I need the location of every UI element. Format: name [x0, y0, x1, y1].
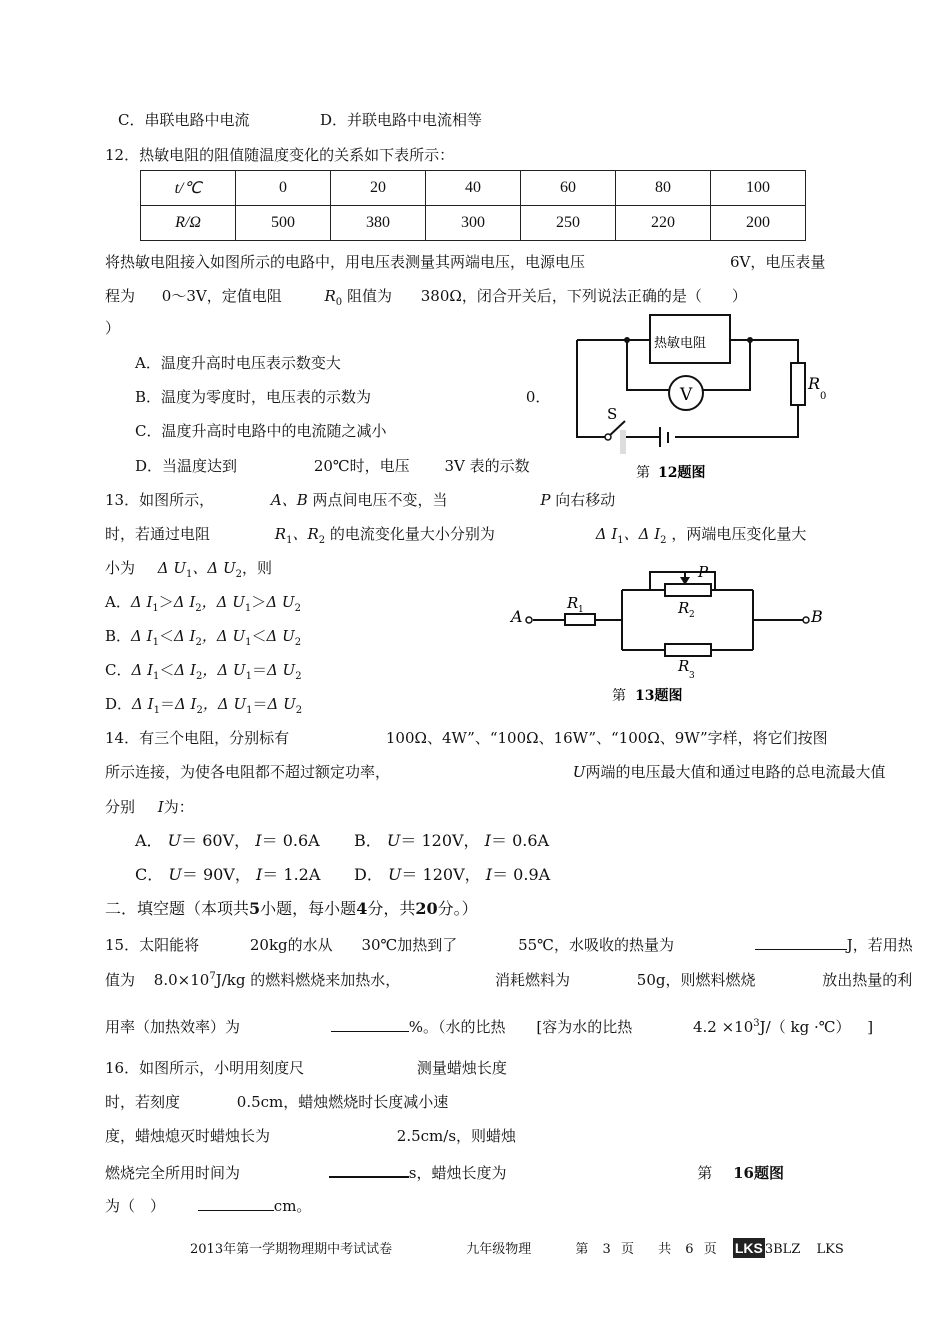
- resistor-label: R: [808, 374, 821, 393]
- text-span: 2: [195, 637, 202, 648]
- text-span: 分。）: [437, 899, 478, 918]
- text-span: D．当温度达到: [135, 457, 238, 475]
- table-cell: 0: [236, 171, 331, 206]
- text-span: Δ U: [266, 627, 295, 645]
- text-span: 90V，: [202, 865, 251, 884]
- text-span: 所示连接，为使各电阻都不超过额定功率，: [105, 763, 391, 781]
- table-cell: 80: [616, 171, 711, 206]
- text-span: 13．如图所示，: [105, 491, 215, 509]
- text-span: R: [324, 287, 336, 305]
- text-span: 分别: [105, 798, 136, 816]
- q14-line2: [105, 762, 885, 782]
- slider-p-label: P: [698, 563, 709, 581]
- text-span: 程为: [105, 287, 136, 305]
- text-span: 20℃时，电压: [313, 457, 410, 475]
- q12-text-line3: ）: [105, 319, 121, 337]
- text-span: 第: [575, 1242, 589, 1257]
- q13-option-b: [105, 626, 301, 653]
- q12-resistance-table: [140, 170, 806, 241]
- text-span: ，则: [242, 559, 273, 577]
- section-heading: [105, 899, 478, 919]
- text-span: 0: [335, 297, 343, 308]
- q13-option-c: [105, 660, 302, 687]
- text-span: 第: [697, 1164, 713, 1182]
- text-span: Δ U: [266, 661, 296, 679]
- q12-option-a: A．温度升高时电压表示数变大: [135, 354, 341, 372]
- table-cell: 220: [616, 206, 711, 241]
- text-span: 2: [660, 535, 667, 546]
- text-span: J/（: [759, 1018, 786, 1036]
- text-span: 两点间电压不变，当: [312, 491, 448, 509]
- table-cell: 200: [711, 206, 806, 241]
- q13-caption-prefix: 第: [612, 688, 626, 704]
- q12-option-b: [135, 387, 550, 407]
- text-span: U: [572, 763, 586, 781]
- text-span: 0～3V，定值电阻: [161, 287, 282, 305]
- text-span: Δ U: [266, 593, 295, 611]
- text-span: 度，蜡烛熄灭时蜡烛长为: [105, 1127, 271, 1145]
- text-span: Δ I: [130, 593, 153, 611]
- text-span: ＝: [490, 831, 507, 850]
- text-span: 小题，每小题: [260, 899, 357, 918]
- text-span: 1: [152, 637, 159, 648]
- text-span: C．: [135, 865, 164, 884]
- q16-line4: [105, 1160, 784, 1183]
- text-span: U: [168, 865, 182, 884]
- q13-option-a: [105, 592, 301, 619]
- q15-answer-blank-2[interactable]: [331, 1015, 409, 1032]
- text-span: U: [386, 831, 401, 850]
- text-span: 0.5cm，蜡烛燃烧时长度减小速: [236, 1093, 449, 1111]
- text-span: I: [255, 865, 263, 884]
- text-span: 5: [249, 899, 261, 918]
- text-span: 120V，: [422, 865, 481, 884]
- text-span: A．: [105, 593, 131, 611]
- text-span: 0．: [525, 388, 551, 406]
- text-span: U: [167, 831, 182, 850]
- text-span: 、Δ I: [623, 525, 661, 543]
- q12-stem: 12．热敏电阻的阻值随温度变化的关系如下表所示：: [105, 146, 455, 164]
- text-span: 4.2 ×10: [692, 1018, 754, 1036]
- text-span: ＜: [251, 627, 267, 645]
- table-row: [141, 171, 806, 206]
- q16-line3: [105, 1126, 516, 1146]
- text-span: 向右移动: [555, 491, 616, 509]
- text-span: cm。: [273, 1197, 312, 1215]
- q13-line1: [105, 490, 615, 510]
- lks-logo: LKS: [734, 1240, 763, 1256]
- text-span: 380Ω，闭合开关后，下列说法正确的是（ ）: [420, 287, 747, 305]
- text-span: 16．如图所示，小明用刻度尺: [105, 1059, 305, 1077]
- text-span: D．: [354, 865, 383, 884]
- q11-option-c: C．串联电路中电流: [118, 111, 250, 129]
- text-span: U: [387, 865, 402, 884]
- text-span: J/kg 的燃料燃烧来加热水，: [215, 971, 401, 989]
- text-span: 20kg的水从: [249, 936, 333, 954]
- text-span: ＜: [159, 661, 175, 679]
- text-span: ，Δ U: [201, 627, 246, 645]
- text-span: 0.9A: [513, 865, 551, 884]
- text-span: 分，共: [367, 899, 416, 918]
- text-span: 小为: [105, 559, 136, 577]
- q12-caption-prefix: 第: [636, 465, 650, 481]
- text-span: 值为: [105, 971, 136, 989]
- text-span: ，Δ U: [202, 695, 247, 713]
- q15-answer-blank-1[interactable]: [755, 933, 847, 950]
- text-span: ，两端电压变化量大: [671, 525, 807, 543]
- text-span: ＝: [251, 661, 267, 679]
- text-span: 3: [753, 1018, 760, 1029]
- text-span: 、R: [292, 525, 319, 543]
- text-span: ＝: [401, 865, 418, 884]
- q15-line2: [105, 967, 912, 990]
- text-span: 14．有三个电阻，分别标有: [105, 729, 290, 747]
- table-cell: t/℃: [141, 171, 236, 206]
- table-row: [141, 206, 806, 241]
- text-span: ＝: [181, 865, 198, 884]
- text-span: 1: [186, 569, 193, 580]
- node-a-label: A: [511, 607, 523, 626]
- text-span: J，若用热: [846, 936, 913, 954]
- r1-subscript: 1: [578, 605, 584, 615]
- q13-caption: 13题图: [635, 688, 683, 704]
- text-span: B．: [105, 627, 132, 645]
- text-span: 1: [153, 705, 160, 716]
- text-span: 1: [286, 535, 293, 546]
- r3-label: R: [678, 657, 690, 675]
- text-span: 50g，则燃料燃烧: [636, 971, 756, 989]
- text-span: LKS: [816, 1242, 844, 1257]
- node-b-label: B: [811, 607, 823, 626]
- text-span: 2: [294, 637, 302, 648]
- text-span: 2: [195, 671, 203, 682]
- text-span: ＝: [262, 865, 279, 884]
- q12-caption: 12题图: [658, 465, 706, 481]
- text-span: 2: [318, 535, 326, 546]
- q13-line3: [105, 558, 272, 585]
- text-span: 用率（加热效率）为: [105, 1018, 241, 1036]
- text-span: 1: [152, 603, 159, 614]
- text-span: Δ I: [131, 627, 153, 645]
- text-span: 消耗燃料为: [495, 971, 571, 989]
- q12-circuit-diagram: [570, 305, 840, 490]
- table-cell: 40: [426, 171, 521, 206]
- text-span: Δ U: [157, 559, 187, 577]
- text-span: 15．太阳能将: [105, 936, 200, 954]
- text-span: Δ I: [173, 593, 196, 611]
- text-span: ＝: [261, 831, 278, 850]
- text-span: 120V，: [421, 831, 480, 850]
- q14-line1: [105, 728, 828, 748]
- text-span: 填空题（本项共: [137, 899, 250, 918]
- text-span: 为（ ）: [105, 1197, 166, 1215]
- table-cell: 380: [331, 206, 426, 241]
- text-span: 页: [703, 1242, 717, 1257]
- text-span: Δ I: [174, 695, 197, 713]
- table-cell: 300: [426, 206, 521, 241]
- text-span: [容为水的比热: [536, 1018, 633, 1036]
- text-span: 为：: [163, 798, 194, 816]
- text-span: %。（水的比热: [408, 1018, 506, 1036]
- q16-line5: [105, 1194, 311, 1216]
- text-span: 测量蜡烛长度: [416, 1059, 507, 1077]
- text-span: B．温度为零度时，电压表的示数为: [135, 388, 372, 406]
- text-span: 30℃加热到了: [361, 936, 458, 954]
- footer-page-total: 6: [685, 1242, 694, 1257]
- text-span: A．: [135, 831, 163, 850]
- text-span: Δ I: [174, 661, 196, 679]
- q13-line2: [105, 524, 806, 551]
- text-span: 0.6A: [282, 831, 320, 850]
- text-span: 1: [153, 671, 160, 682]
- text-span: 燃烧完全所用时间为: [105, 1164, 241, 1182]
- q14-option-c: [135, 865, 320, 885]
- text-span: D．: [105, 695, 133, 713]
- table-cell: 20: [331, 171, 426, 206]
- text-span: 页: [620, 1242, 634, 1257]
- r1-label: R: [567, 594, 579, 612]
- text-span: 20: [415, 899, 438, 918]
- text-span: ＞: [251, 593, 267, 611]
- voltmeter-label: V: [680, 385, 693, 405]
- text-span: 4: [356, 899, 368, 918]
- text-span: ＜: [158, 627, 174, 645]
- text-span: Δ U: [267, 695, 296, 713]
- thermistor-label: 热敏电阻: [654, 336, 707, 351]
- q14-option-b: [354, 831, 549, 851]
- footer-page-number: 3: [602, 1242, 611, 1257]
- text-span: 3BLZ: [764, 1242, 801, 1257]
- text-span: 60V，: [202, 831, 251, 850]
- q12-option-c: C．温度升高时电路中的电流随之减小: [135, 422, 387, 440]
- text-span: ]: [867, 1018, 874, 1036]
- text-span: 7: [209, 971, 216, 982]
- text-span: 2: [295, 671, 302, 682]
- text-span: 1.2A: [283, 865, 321, 884]
- q12-option-d: [135, 456, 530, 476]
- text-span: Δ I: [131, 661, 154, 679]
- text-span: I: [485, 865, 493, 884]
- text-span: Δ I: [173, 627, 196, 645]
- r2-label: R: [678, 599, 690, 617]
- text-span: 2: [295, 705, 303, 716]
- text-span: 阻值为: [346, 287, 392, 305]
- text-span: 二．: [105, 899, 138, 918]
- text-span: 16题图: [733, 1164, 784, 1182]
- resistor-subscript: 0: [820, 391, 827, 402]
- text-span: C．: [105, 661, 132, 679]
- q12-text-line1b: 6V，电压表量: [730, 253, 826, 271]
- q16-line2: [105, 1092, 448, 1112]
- text-span: B．: [354, 831, 382, 850]
- text-span: 放出热量的利: [822, 971, 913, 989]
- text-span: ＝: [400, 831, 417, 850]
- text-span: 100Ω、4W”、“100Ω、16W”、“100Ω、9W”字样，将它们按图: [385, 729, 828, 747]
- text-span: Δ I: [132, 695, 154, 713]
- q14-line3: [105, 797, 194, 817]
- text-span: 时，若刻度: [105, 1093, 181, 1111]
- table-cell: 60: [521, 171, 616, 206]
- r3-subscript: 3: [689, 671, 695, 681]
- text-span: ＞: [158, 593, 174, 611]
- q14-option-a: [135, 831, 320, 851]
- text-span: 0.6A: [512, 831, 550, 850]
- text-span: 55℃，水吸收的热量为: [518, 936, 674, 954]
- text-span: 两端的电压最大值和通过电路的总电流最大值: [585, 763, 886, 781]
- text-span: Δ I: [595, 525, 618, 543]
- r2-subscript: 2: [689, 610, 695, 620]
- text-span: I: [484, 831, 491, 850]
- text-span: R: [274, 525, 287, 543]
- q16-answer-blank-1[interactable]: [329, 1160, 409, 1178]
- text-span: kg ·℃）: [790, 1018, 851, 1036]
- text-span: 8.0×10: [153, 971, 210, 989]
- q13-option-d: [105, 694, 302, 721]
- footer-subject: 九年级物理: [466, 1242, 532, 1257]
- text-span: A、B: [270, 491, 308, 509]
- text-span: 2: [294, 603, 301, 614]
- q13-circuit-diagram: [505, 560, 830, 710]
- text-span: I: [255, 831, 262, 850]
- table-cell: 500: [236, 206, 331, 241]
- switch-label: S: [607, 405, 618, 423]
- text-span: ＝: [252, 695, 268, 713]
- text-span: ＝: [492, 865, 509, 884]
- text-span: ＝: [181, 831, 198, 850]
- text-span: 1: [245, 671, 252, 682]
- text-span: 2.5cm/s，则蜡烛: [396, 1127, 517, 1145]
- text-span: 的电流变化量大小分别为: [329, 525, 495, 543]
- footer-title: 2013年第一学期物理期中考试试卷: [190, 1242, 393, 1257]
- text-span: P: [540, 491, 551, 509]
- text-span: 、Δ U: [192, 559, 236, 577]
- text-span: s，蜡烛长度为: [408, 1164, 507, 1182]
- text-span: 2: [195, 603, 202, 614]
- text-span: 时，若通过电阻: [105, 525, 211, 543]
- q12-text-line1: 将热敏电阻接入如图所示的电路中，用电压表测量其两端电压，电源电压: [105, 253, 586, 271]
- q11-option-d: D．并联电路中电流相等: [320, 111, 483, 129]
- q16-answer-blank-2[interactable]: [198, 1194, 274, 1211]
- table-cell: 250: [521, 206, 616, 241]
- q14-option-d: [354, 865, 550, 885]
- table-cell: 100: [711, 171, 806, 206]
- table-cell: R/Ω: [141, 206, 236, 241]
- q16-line1: [105, 1058, 507, 1078]
- text-span: 3V 表的示数: [444, 457, 530, 475]
- q15-line1: [105, 933, 913, 955]
- text-span: 2: [196, 705, 203, 716]
- text-span: 2: [235, 569, 243, 580]
- text-span: I: [157, 798, 164, 816]
- text-span: 1: [246, 705, 253, 716]
- text-span: ，Δ U: [202, 661, 246, 679]
- text-span: ，Δ U: [201, 593, 245, 611]
- text-span: ＝: [159, 695, 175, 713]
- text-span: 1: [244, 603, 252, 614]
- text-span: 共: [658, 1242, 672, 1257]
- text-span: 1: [617, 535, 624, 546]
- q15-line3: [105, 1014, 873, 1037]
- text-span: 1: [245, 637, 252, 648]
- footer: [190, 1238, 844, 1260]
